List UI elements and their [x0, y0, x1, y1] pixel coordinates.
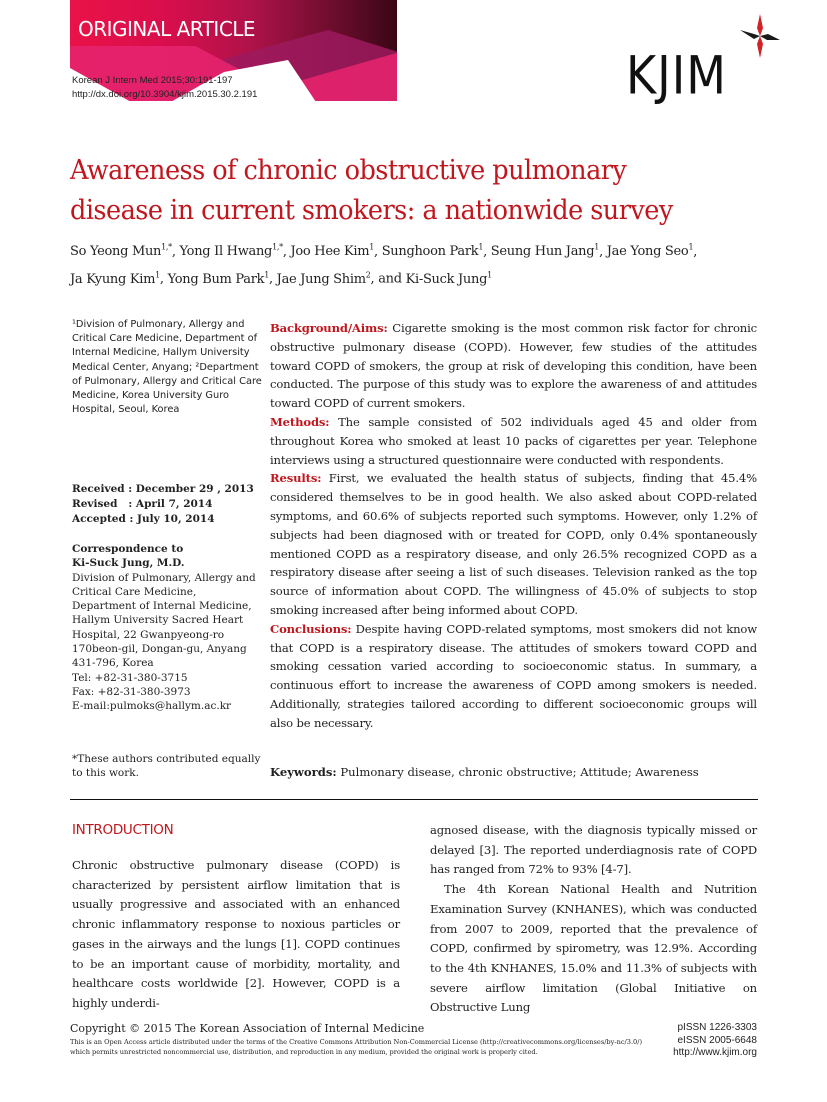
author-conjunction: and	[378, 271, 402, 287]
intro-paragraph-1-continued: agnosed disease, with the diagnosis typically missed or delayed [3]. The reported underdiagnosis rate of COPD has ranged from 72% to 93% [4-7].	[430, 823, 757, 877]
print-issn: pISSN 1226-3303	[677, 1022, 757, 1033]
author: Joo Hee Kim$^1$	[290, 243, 375, 260]
methods-label: Methods:	[270, 414, 330, 429]
author: Sunghoon Park$^1$	[381, 243, 484, 260]
correspondence-name: Ki-Suck Jung, M.D.	[72, 557, 185, 570]
electronic-issn: eISSN 2005-6648	[677, 1034, 757, 1046]
author: Jae Yong Seo$^1$	[606, 243, 694, 260]
received-date: Received : December 29 , 2013	[72, 483, 254, 495]
intro-paragraph-1: Chronic obstructive pulmonary disease (COPD) is characterized by persistent airflow limitation that is usually progressive and associated with an enhanced chronic inflammatory response to noxious particles or gases in the airways and the lungs [1]. COPD continues to be an important cause of morbidity, mortality, and healthcare costs worldwide [2]. However, COPD is a highly underdi-	[72, 858, 400, 1010]
author: Seung Hun Jang$^1$	[490, 243, 600, 260]
correspondence-label: Correspondence to	[72, 543, 184, 555]
correspondence-address: Division of Pulmonary, Allergy and Critical Care Medicine, Department of Internal Medicine, Hallym University Sacred Heart Hospital, 22 Gwanpyeong-ro 170beon-gil, Dongan-gu, Anyang 431-796, Korea	[72, 571, 256, 670]
correspondence-email[interactable]: E-mail:pulmoks@hallym.ac.kr	[72, 700, 232, 713]
accepted-date: Accepted : July 10, 2014	[72, 513, 215, 525]
manuscript-dates	[72, 482, 262, 527]
license-notice: This is an Open Access article distributed under the terms of the Creative Commons Attribution Non-Commercial License (http://creativecommons.org/licenses/by-nc/3.0/) which permits unrestricted noncommercial use, distribution, and reproduction in any medium, provided the original work is properly cited.	[70, 1038, 643, 1056]
author: Yong Il Hwang$^{1,*}$	[179, 243, 283, 260]
footer-copyright	[70, 1022, 650, 1057]
abstract-background: Background/Aims: Cigarette smoking is the most common risk factor for chronic obstructive pulmonary disease (COPD). However, few studies of the attitudes toward COPD of smokers, the group at risk of developing this condition, have been conducted. The purpose of this study was to explore the awareness of and attitudes toward COPD of current smokers.	[270, 321, 757, 411]
author: Ja Kyung Kim$^1$	[70, 270, 160, 287]
affiliations: ¹Division of Pulmonary, Allergy and Critical Care Medicine, Department of Internal Medicine, Hallym University Medical Center, Anyang; ²Department of Pulmonary, Allergy and Critical Care Medicine, Korea University Guro Hospital, Seoul, Korea	[72, 319, 262, 416]
body-column-right	[430, 821, 757, 1018]
results-label: Results:	[270, 471, 322, 486]
author-list: So Yeong Mun$^{1,*}$, Yong Il Hwang$^{1,*}$, Joo Hee Kim$^1$, Sunghoon Park$^1$, Seung Hun Jang$^1$, Jae Yong Seo$^1$, Ja Kyung Kim$^1$, Yong Bum Park$^1$, Jae Jung Shim$^2$, and Ki-Suck Jung$^1$	[70, 243, 698, 287]
author: Yong Bum Park$^1$	[167, 270, 269, 287]
journal-logo: KJIM	[626, 44, 727, 107]
journal-reference	[72, 74, 257, 102]
article-title	[70, 150, 721, 230]
keywords-label: Keywords:	[270, 765, 337, 779]
keywords	[270, 765, 760, 779]
revised-date: Revised : April 7, 2014	[72, 498, 213, 510]
footer-issn	[673, 1022, 757, 1060]
abstract-methods: Methods: The sample consisted of 502 individuals aged 45 and older from throughout Korea who smoked at least 10 packs of cigarettes per year. Telephone interviews using a structured questionnaire were conducted with respondents.	[270, 414, 757, 467]
intro-paragraph-2: The 4th Korean National Health and Nutrition Examination Survey (KNHANES), which was conducted from 2007 to 2009, reported that the prevalence of COPD, confirmed by spirometry, was 12.9%. According to the 4th KNHANES, 15.0% and 11.3% of subjects with severe airflow limitation (Global Initiative on Obstructive Lung	[430, 882, 757, 1015]
keywords-list: Pulmonary disease, chronic obstructive; Attitude; Awareness	[336, 765, 699, 779]
doi-link[interactable]: http://dx.doi.org/10.3904/kjim.2015.30.2.191	[72, 89, 258, 100]
logo-cross-icon	[740, 14, 780, 58]
title-line-1: Awareness of chronic obstructive pulmonary	[70, 154, 627, 186]
correspondence-block	[72, 542, 262, 714]
background-label: Background/Aims:	[270, 321, 388, 335]
author: So Yeong Mun$^{1,*}$	[70, 243, 172, 260]
author: Ki-Suck Jung$^1$	[405, 270, 492, 287]
abstract-conclusions: Conclusions: Despite having COPD-related symptoms, most smokers did not know that COPD is a respiratory disease. The attitudes of smokers toward COPD and smoking cessation varied according to socioeconomic status. In summary, a continuous effort to increase the awareness of COPD among smokers is needed. Additionally, strategies tailored according to different socioeconomic groups will also be necessary.	[270, 621, 757, 730]
abstract	[270, 319, 757, 733]
body-column-left	[72, 856, 400, 1014]
introduction-heading: INTRODUCTION	[72, 822, 174, 838]
correspondence-fax: Fax: +82-31-380-3973	[72, 685, 191, 698]
correspondence-tel: Tel: +82-31-380-3715	[72, 671, 188, 684]
journal-website-link[interactable]: http://www.kjim.org	[673, 1047, 757, 1058]
journal-citation: Korean J Intern Med 2015;30:191-197	[72, 75, 233, 86]
equal-contribution-note: *These authors contributed equally to this work.	[72, 753, 261, 780]
section-divider	[70, 799, 758, 800]
abstract-results: Results: First, we evaluated the health status of subjects, finding that 45.4% considered themselves to be in good health. We also asked about COPD-related symptoms, and 60.6% of subjects reported such symptoms. However, only 1.2% of subjects had been diagnosed with or treated for COPD, only 0.4% spontaneously mentioned COPD as a respiratory disease, and only 26.5% recognized COPD as a respiratory disease after seeing a list of such diseases. Television ranked as the top source of information about COPD. The willingness of 45.0% of subjects to stop smoking increased after being informed about COPD.	[270, 471, 757, 617]
author: Jae Jung Shim$^2$	[276, 270, 371, 287]
copyright-notice: Copyright © 2015 The Korean Association of Internal Medicine	[70, 1022, 425, 1035]
article-type-label: ORIGINAL ARTICLE	[78, 17, 256, 41]
conclusions-label: Conclusions:	[270, 621, 352, 636]
title-line-2: disease in current smokers: a nationwide survey	[70, 194, 673, 226]
